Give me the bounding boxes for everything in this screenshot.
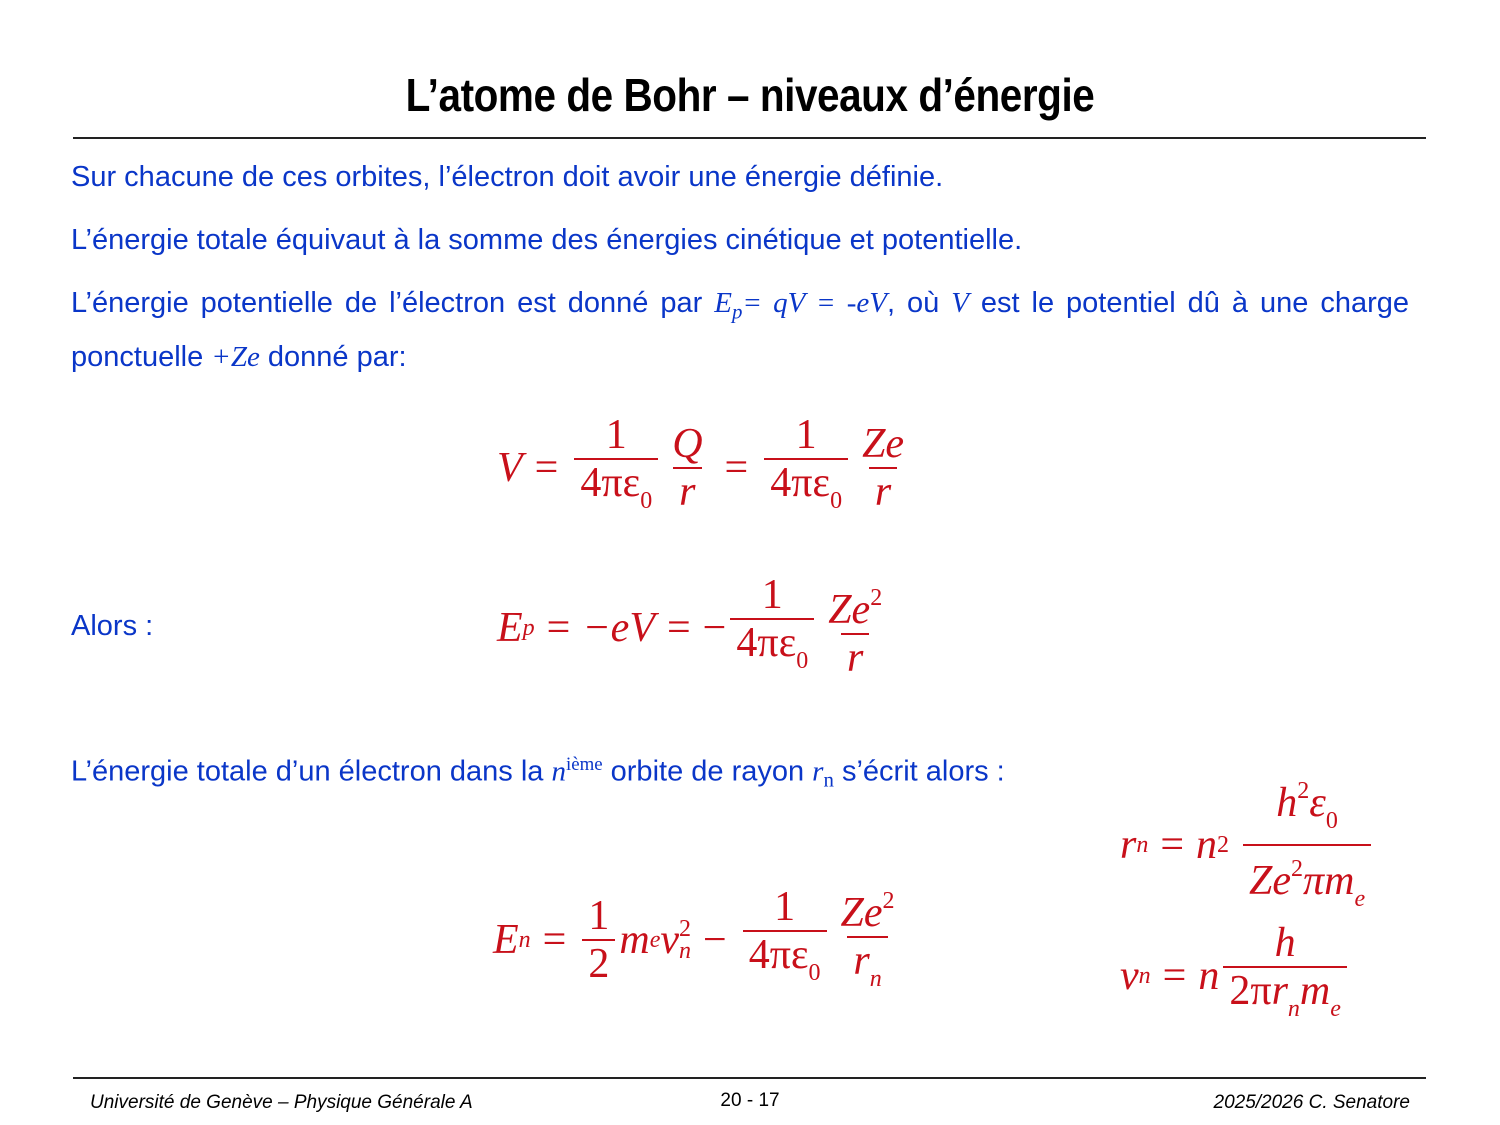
equation-potential-energy: E p = −eV = − $\frac{1}{4\pi\varepsilon_0}$ $\frac{Ze^2}{r}$ bbox=[497, 572, 892, 684]
footer-page-number: 20 - 17 bbox=[720, 1090, 780, 1111]
equation-velocity: v n = n $\frac{h}{2\pi r_nm_e}$ bbox=[1120, 920, 1351, 1032]
footer-divider bbox=[73, 1077, 1426, 1079]
footer-institution: Université de Genève – Physique Générale A bbox=[90, 1092, 473, 1113]
footer-author: 2025/2026 C. Senatore bbox=[1213, 1092, 1410, 1113]
equation-radius: r n = n 2 $\frac{h^2\varepsilon_0}{Ze^2\pi m_e}$ bbox=[1120, 768, 1375, 922]
paragraph-potential-energy: L’énergie potentielle de l’électron est donné par $E_p=$ qV = -eV, où V est le potentiel dû à une charge ponctuelle +Ze donné par: bbox=[71, 287, 1409, 374]
title-divider bbox=[73, 137, 1426, 139]
equation-total-energy: E n = $\frac{1}{2}$ m e v 2 n − $\frac{1}{4\pi\varepsilon_0}$ $\frac{Ze^2}{r_n}$ bbox=[493, 878, 905, 1002]
equation-potential: V = $\frac{1}{4\pi\varepsilon_0}$ $\frac{Q}{r}$ = $\frac{1}{4\pi\varepsilon_0}$ $\frac{Ze}{r}$ bbox=[497, 412, 914, 524]
symbol-Ep: $E_p$ bbox=[714, 287, 743, 324]
slide-title: L’atome de Bohr – niveaux d’énergie bbox=[405, 69, 1095, 121]
label-alors: Alors : bbox=[71, 610, 154, 642]
paragraph-orbit-energy: Sur chacune de ces orbites, l’électron doit avoir une énergie définie. bbox=[71, 161, 944, 193]
paragraph-total-energy: L’énergie totale équivaut à la somme des énergies cinétique et potentielle. bbox=[71, 224, 1023, 256]
paragraph-nth-orbit: L’énergie totale d’un électron dans la $n^{ième}$ orbite de rayon $r_n$ s’écrit alors : bbox=[71, 754, 1005, 792]
